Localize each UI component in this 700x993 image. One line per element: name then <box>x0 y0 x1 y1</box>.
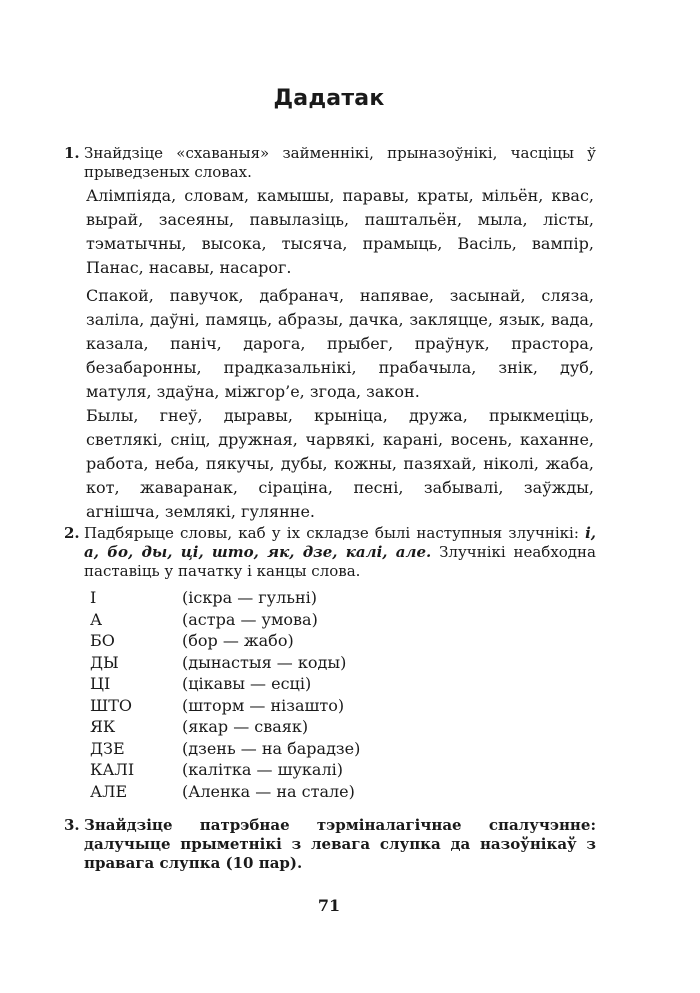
example-row <box>90 717 510 739</box>
task-3 <box>64 816 596 873</box>
example-conjunction: А <box>90 609 103 629</box>
example-conjunction: ЯК <box>90 717 116 736</box>
example-conjunction: ЦІ <box>90 674 111 693</box>
task-1-text: Знайдзіце «схаваныя» займеннікі, прыназоўнікі, часціцы ў прыведзеных словах. <box>84 144 596 181</box>
example-words: (дынастыя — коды) <box>182 652 347 672</box>
example-words: (шторм — нізашто) <box>182 695 345 715</box>
task-2-text-after: Злучнікі неабходна паставіць у пачатку і канцы слова. <box>84 543 596 580</box>
example-row <box>90 653 510 675</box>
example-row <box>90 760 510 782</box>
word-paragraph-3: Былы, гнеў, дыравы, крыніца, дружа, прыкмеціць, светлякі, сніц, дружная, чарвякі, карані, восень, каханне, работа, неба, пякучы, дубы, кожны, пазяхай, ніколі, жаба, кот, жаваранак, сіраціна, песні, забывалі, заўжды, агнішча, землякі, гулянне. <box>86 406 594 521</box>
task-3-text: Знайдзіце патрэбнае тэрміналагічнае спалучэнне: далучыце прыметнікі з левага слупка да назоўнікаў з правага слупка (10 пар). <box>84 816 596 872</box>
example-conjunction: ШТО <box>90 695 133 715</box>
example-words: (бор — жабо) <box>182 631 294 650</box>
task-2-text-before: Падбярыце словы, каб у іх складзе былі наступныя злучнікі: <box>84 524 579 542</box>
example-conjunction: АЛЕ <box>90 781 128 801</box>
example-words: (Аленка — на стале) <box>182 781 355 801</box>
example-words: (астра — умова) <box>182 609 318 629</box>
example-row <box>90 588 510 610</box>
example-words: (калітка — шукалі) <box>182 760 343 779</box>
page-title: Дадатак <box>273 86 385 111</box>
example-conjunction: БО <box>90 631 115 650</box>
task-1 <box>64 144 596 182</box>
task-2-number: 2. <box>64 524 80 542</box>
example-row <box>90 674 510 696</box>
example-row <box>90 631 510 653</box>
word-paragraph-1: Алімпіяда, словам, камышы, паравы, краты, мільён, квас, вырай, засеяны, павылазіць, паштальён, мыла, лісты, тэматычны, высока, тысяча, прамыць, Васіль, вампір, Панас, насавы, насарог. <box>86 186 594 277</box>
example-conjunction: ДЫ <box>90 652 119 672</box>
example-row <box>90 610 510 632</box>
example-conjunction: КАЛІ <box>90 760 135 779</box>
task-2 <box>64 524 596 581</box>
example-words: (якар — сваяк) <box>182 717 309 736</box>
task-2-conjunctions: і, а, бо, ды, ці, што, як, дзе, калі, але. <box>84 524 596 561</box>
example-words: (дзень — на барадзе) <box>182 738 361 758</box>
task-2-text <box>84 524 596 581</box>
example-row <box>90 739 510 761</box>
example-row <box>90 696 510 718</box>
task-3-number: 3. <box>64 816 80 834</box>
example-row <box>90 782 510 804</box>
word-paragraph-2: Спакой, павучок, дабранач, напявае, засынай, сляза, заліла, даўні, памяць, абразы, дачка, закляцце, язык, вада, казала, паніч, дарога, прыбег, праўнук, прастора, безабаронны, прадказальнікі, прабачыла, знік, дуб, матуля, здаўна, міжгор’е, згода, закон. <box>86 286 594 401</box>
example-conjunction: І <box>90 588 97 607</box>
task-1-number: 1. <box>64 144 80 162</box>
example-words: (іскра — гульні) <box>182 588 317 607</box>
example-conjunction: ДЗЕ <box>90 738 125 758</box>
page-number: 71 <box>317 896 341 915</box>
example-words: (цікавы — есці) <box>182 674 312 693</box>
